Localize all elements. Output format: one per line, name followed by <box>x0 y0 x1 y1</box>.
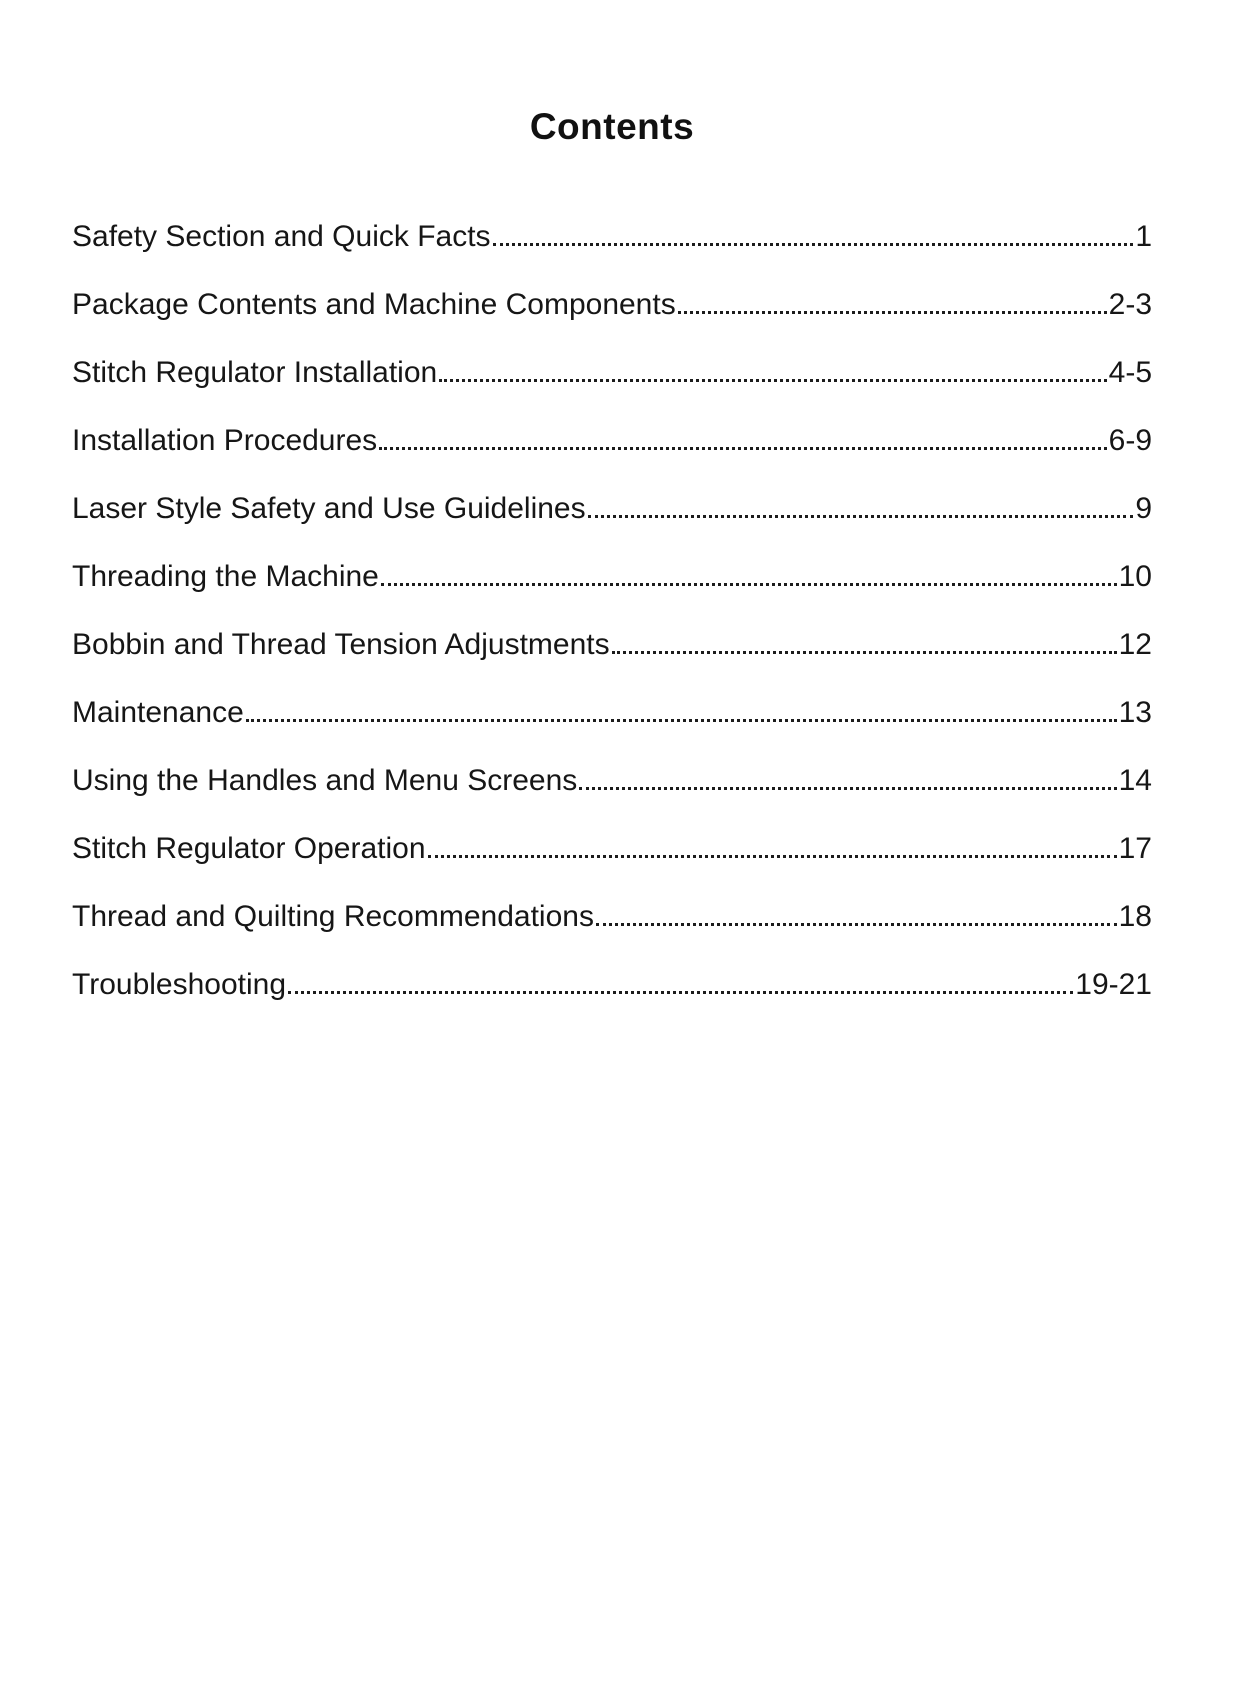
dot-leader <box>288 990 1073 994</box>
toc-entry-title: Laser Style Safety and Use Guidelines <box>72 492 586 525</box>
dot-leader <box>379 446 1106 450</box>
toc-entry-page-number: 4-5 <box>1108 356 1152 389</box>
toc-entry-page-number: 9 <box>1135 492 1152 525</box>
toc-entry <box>72 222 1152 252</box>
toc-entry <box>72 766 1152 796</box>
toc-entry-title: Stitch Regulator Installation <box>72 356 438 389</box>
toc-entry-page-number: 14 <box>1118 764 1152 797</box>
toc-entry <box>72 834 1152 864</box>
toc-entry-title: Installation Procedures <box>72 424 378 457</box>
toc-entry-page-number: 17 <box>1118 832 1152 865</box>
dot-leader <box>246 718 1117 722</box>
toc-entry <box>72 902 1152 932</box>
dot-leader <box>493 242 1134 246</box>
dot-leader <box>588 514 1134 518</box>
toc-entry-title: Troubleshooting <box>72 968 287 1001</box>
toc-entry-page-number: 2-3 <box>1108 288 1152 321</box>
toc-entry-title: Stitch Regulator Operation <box>72 832 426 865</box>
dot-leader <box>579 786 1116 790</box>
toc-entry-page-number: 18 <box>1118 900 1152 933</box>
dot-leader <box>381 582 1117 586</box>
toc-entry-page-number: 19-21 <box>1075 968 1152 1001</box>
toc-entry-page-number: 12 <box>1118 628 1152 661</box>
toc-entry-title: Using the Handles and Menu Screens <box>72 764 578 797</box>
document-page <box>0 106 1236 1706</box>
dot-leader <box>439 378 1106 382</box>
toc-entry-page-number: 10 <box>1118 560 1152 593</box>
toc-entry <box>72 698 1152 728</box>
dot-leader <box>428 854 1117 858</box>
toc-entry <box>72 494 1152 524</box>
toc-entry <box>72 358 1152 388</box>
toc-entry-title: Package Contents and Machine Components <box>72 288 676 321</box>
dot-leader <box>678 310 1107 314</box>
toc-entry-title: Maintenance <box>72 696 244 729</box>
toc-entry-page-number: 13 <box>1118 696 1152 729</box>
toc-entry <box>72 630 1152 660</box>
toc-entry-title: Safety Section and Quick Facts <box>72 220 491 253</box>
dot-leader <box>612 650 1117 654</box>
toc-entry <box>72 970 1152 1000</box>
toc-entry <box>72 290 1152 320</box>
toc-entry-page-number: 1 <box>1135 220 1152 253</box>
toc-entry <box>72 562 1152 592</box>
dot-leader <box>596 922 1117 926</box>
toc-entry-title: Bobbin and Thread Tension Adjustments <box>72 628 610 661</box>
toc-entry <box>72 426 1152 456</box>
table-of-contents <box>72 222 1152 1000</box>
toc-entry-title: Threading the Machine <box>72 560 379 593</box>
toc-entry-page-number: 6-9 <box>1108 424 1152 457</box>
page-title: Contents <box>529 106 695 147</box>
toc-entry-title: Thread and Quilting Recommendations <box>72 900 594 933</box>
